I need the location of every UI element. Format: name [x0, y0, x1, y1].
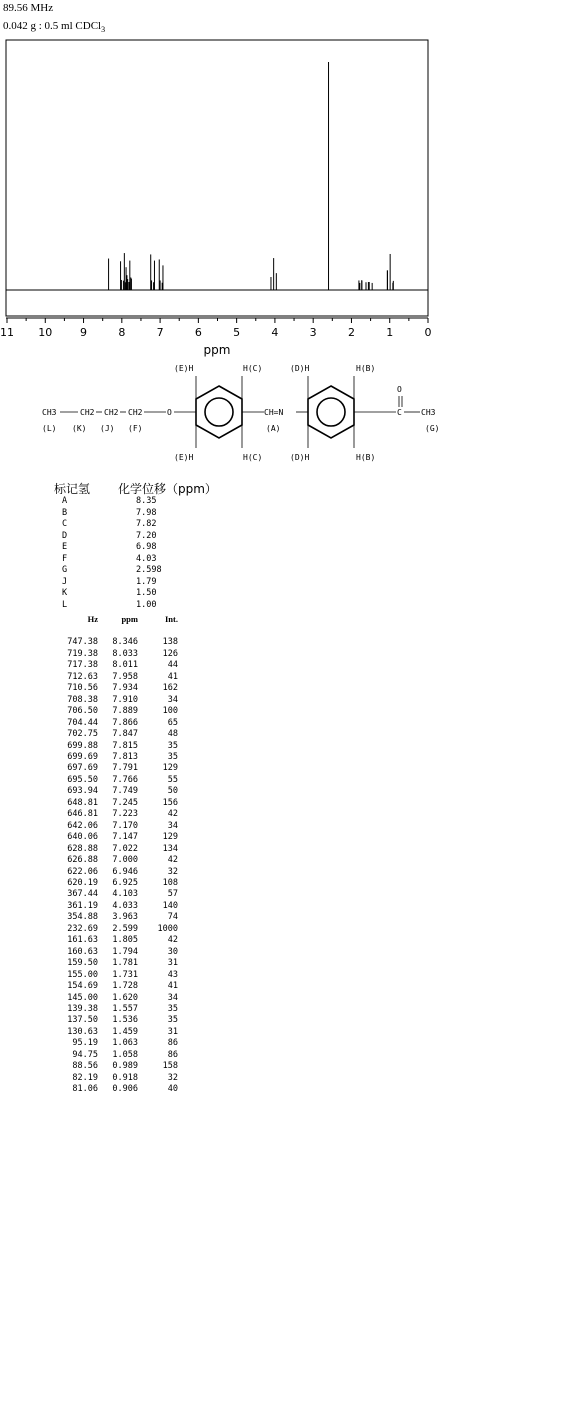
peak-ppm: 3.963	[112, 912, 138, 923]
peak-hz: 161.63	[67, 935, 98, 946]
peak-hz: 361.19	[67, 900, 98, 911]
peak-hz: 622.06	[67, 866, 98, 877]
assignment-shift: 8.35	[136, 496, 157, 506]
assignment-label: D	[62, 530, 68, 541]
peak-ppm: 6.925	[112, 877, 138, 888]
peak-int: 34	[167, 820, 178, 831]
label-b-top: H(B)	[356, 364, 376, 373]
benzene-ring-2	[308, 386, 354, 438]
peak-hz: 628.88	[67, 843, 98, 854]
assignment-row	[62, 542, 162, 554]
label-e-top: (E)H	[174, 364, 194, 373]
peak-hz: 88.56	[72, 1061, 98, 1072]
peak-int: 42	[167, 855, 178, 866]
peak-hz: 708.38	[67, 694, 98, 705]
peak-row	[58, 1061, 178, 1072]
benzene-ring-1	[196, 386, 242, 438]
peak-row	[58, 1027, 178, 1038]
peak-ppm: 2.599	[112, 923, 138, 934]
assignment-label: G	[62, 565, 68, 575]
peak-int: 35	[167, 740, 178, 751]
peak-ppm: 1.731	[112, 969, 138, 980]
peak-ppm: 1.805	[112, 935, 138, 946]
peak-hz: 130.63	[67, 1026, 98, 1037]
chain-group-k: CH2	[80, 408, 95, 417]
peak-ppm: 7.000	[112, 855, 138, 866]
peak-row	[58, 763, 178, 774]
peak-ppm: 1.781	[112, 958, 138, 969]
molecular-structure	[0, 356, 450, 468]
peak-row	[58, 993, 178, 1004]
x-tick-label: 6	[194, 326, 202, 339]
peak-row	[58, 821, 178, 832]
carbonyl-oxygen: O	[397, 385, 402, 394]
peak-hz: 159.50	[67, 958, 98, 969]
x-tick-label: 8	[118, 326, 126, 339]
peak-int: 41	[167, 671, 178, 682]
assignment-table	[62, 496, 162, 611]
peak-ppm: 7.934	[112, 683, 138, 694]
assignment-row	[62, 577, 162, 589]
col-header-hz: Hz	[87, 614, 98, 624]
peak-int: 30	[167, 946, 178, 957]
peak-row	[58, 695, 178, 706]
peak-ppm: 7.958	[112, 671, 138, 682]
label-b-bottom: H(B)	[356, 453, 376, 462]
col-header-ppm: ppm	[121, 614, 138, 624]
peak-int: 134	[162, 843, 178, 854]
peak-hz: 232.69	[67, 923, 98, 934]
peak-row	[58, 878, 178, 889]
assignment-shift: 2.598	[136, 565, 162, 575]
label-e-bottom: (E)H	[174, 453, 194, 462]
peak-hz: 642.06	[67, 820, 98, 831]
assignment-label: A	[62, 496, 68, 506]
peak-row	[58, 649, 178, 660]
peak-int: 41	[167, 981, 178, 992]
peak-ppm: 1.794	[112, 946, 138, 957]
peak-ppm: 1.063	[112, 1038, 138, 1049]
peak-row	[58, 935, 178, 946]
assignment-label: B	[62, 507, 68, 518]
peak-int: 35	[167, 1015, 178, 1026]
peak-int: 129	[162, 832, 178, 843]
peak-row	[58, 809, 178, 820]
peak-hz: 154.69	[67, 981, 98, 992]
peak-row	[58, 947, 178, 958]
peak-int: 55	[167, 774, 178, 785]
peak-int: 31	[167, 1026, 178, 1037]
x-tick-label: 9	[80, 326, 88, 339]
peak-ppm: 1.620	[112, 992, 138, 1003]
assignment-row	[62, 554, 162, 566]
peak-row	[58, 855, 178, 866]
peak-ppm: 6.946	[112, 866, 138, 877]
peak-int: 158	[162, 1061, 178, 1072]
peak-hz: 706.50	[67, 706, 98, 717]
peak-ppm: 7.791	[112, 763, 138, 774]
peak-hz: 646.81	[67, 809, 98, 820]
acetyl-methyl: CH3	[421, 408, 436, 417]
assignment-shift: 4.03	[136, 553, 157, 564]
peak-ppm: 1.536	[112, 1015, 138, 1026]
methyl-label: (G)	[425, 424, 440, 433]
peak-int: 65	[167, 717, 178, 728]
imine-label: (A)	[266, 424, 281, 433]
x-tick-label: 11	[0, 326, 14, 339]
peak-int: 34	[167, 992, 178, 1003]
peak-hz: 697.69	[67, 763, 98, 774]
peak-int: 42	[167, 935, 178, 946]
peak-ppm: 4.103	[112, 889, 138, 900]
peak-ppm: 1.058	[112, 1049, 138, 1060]
label-d-top: (D)H	[290, 364, 310, 373]
x-tick-label: 0	[424, 326, 432, 339]
x-tick-label: 5	[233, 326, 241, 339]
peak-int: 34	[167, 694, 178, 705]
peak-hz: 695.50	[67, 774, 98, 785]
ether-oxygen: O	[167, 408, 172, 417]
label-c-top: H(C)	[243, 364, 263, 373]
peak-hz: 620.19	[67, 877, 98, 888]
peak-row	[58, 867, 178, 878]
peak-int: 162	[162, 683, 178, 694]
assignment-row	[62, 588, 162, 600]
peak-hz: 640.06	[67, 832, 98, 843]
label-d-bottom: (D)H	[290, 453, 310, 462]
chain-group-f: CH2	[128, 408, 143, 417]
peak-row	[58, 889, 178, 900]
x-tick-label: 3	[309, 326, 317, 339]
peak-ppm: 7.813	[112, 751, 138, 762]
peak-hz: 155.00	[67, 969, 98, 980]
peak-ppm: 7.147	[112, 832, 138, 843]
peak-row	[58, 1073, 178, 1084]
peak-hz: 710.56	[67, 683, 98, 694]
assignment-shift: 7.20	[136, 530, 157, 541]
peak-ppm: 0.918	[112, 1072, 138, 1083]
chain-label-j: (J)	[100, 424, 115, 433]
assignment-shift: 1.00	[136, 599, 157, 610]
col-header-int: Int.	[165, 614, 178, 624]
peak-ppm: 4.033	[112, 900, 138, 911]
aromatic-circle-2	[317, 398, 345, 426]
peak-hz: 95.19	[72, 1038, 98, 1049]
peak-hz: 160.63	[67, 946, 98, 957]
assignment-label: E	[62, 542, 68, 552]
peak-int: 32	[167, 866, 178, 877]
chain-label-k: (K)	[72, 424, 87, 433]
peak-hz: 94.75	[72, 1049, 98, 1060]
peak-hz: 367.44	[67, 889, 98, 900]
peak-ppm: 7.847	[112, 729, 138, 740]
assignment-label: K	[62, 588, 68, 598]
peak-row	[58, 1004, 178, 1015]
peak-row	[58, 912, 178, 923]
label-c-bottom: H(C)	[243, 453, 263, 462]
peak-int: 48	[167, 729, 178, 740]
assignment-shift: 6.98	[136, 542, 157, 552]
peak-ppm: 7.910	[112, 694, 138, 705]
x-tick-label: 1	[386, 326, 394, 339]
peak-int: 57	[167, 889, 178, 900]
peak-hz: 139.38	[67, 1003, 98, 1014]
peak-ppm: 8.346	[112, 637, 138, 648]
peak-row	[58, 729, 178, 740]
peak-ppm: 7.815	[112, 740, 138, 751]
peak-int: 156	[162, 797, 178, 808]
assignment-row	[62, 531, 162, 543]
peak-row	[58, 1038, 178, 1049]
peak-row	[58, 1050, 178, 1061]
peak-ppm: 7.223	[112, 809, 138, 820]
x-tick-label: 10	[38, 326, 53, 339]
assignment-shift: 7.82	[136, 519, 157, 529]
peak-hz: 693.94	[67, 786, 98, 797]
peak-int: 74	[167, 912, 178, 923]
x-axis-label: ppm	[203, 343, 231, 357]
peak-row	[58, 844, 178, 855]
peak-hz: 648.81	[67, 797, 98, 808]
peak-ppm: 7.866	[112, 717, 138, 728]
peak-int: 43	[167, 969, 178, 980]
assignment-shift: 1.50	[136, 588, 157, 598]
peak-int: 138	[162, 637, 178, 648]
peak-row	[58, 798, 178, 809]
peak-int: 129	[162, 763, 178, 774]
peak-hz: 699.69	[67, 751, 98, 762]
assignment-label: L	[62, 599, 68, 610]
peak-ppm: 8.033	[112, 648, 138, 659]
peak-hz: 626.88	[67, 855, 98, 866]
peak-ppm: 7.245	[112, 797, 138, 808]
assignment-row	[62, 600, 162, 612]
peak-row	[58, 637, 178, 648]
peak-row	[58, 786, 178, 797]
spectrometer-frequency: 89.56 MHz	[3, 2, 54, 14]
peak-ppm: 0.906	[112, 1084, 138, 1095]
x-tick-label: 2	[347, 326, 355, 339]
peak-int: 35	[167, 751, 178, 762]
peak-hz: 354.88	[67, 912, 98, 923]
peak-row	[58, 706, 178, 717]
peak-int: 86	[167, 1038, 178, 1049]
assignment-label: J	[62, 576, 68, 587]
peak-row	[58, 775, 178, 786]
peak-ppm: 8.011	[112, 660, 138, 671]
imine-group: CH=N	[264, 408, 284, 417]
peak-int: 42	[167, 809, 178, 820]
peak-hz: 747.38	[67, 637, 98, 648]
peak-int: 44	[167, 660, 178, 671]
x-tick-label: 7	[156, 326, 164, 339]
peak-int: 1000	[157, 923, 178, 934]
chain-label-f: (F)	[128, 424, 143, 433]
assignment-label: F	[62, 553, 68, 564]
peak-int: 86	[167, 1049, 178, 1060]
sample-concentration: 0.042 g : 0.5 ml CDCl$_3$	[3, 20, 106, 35]
x-tick-label: 4	[271, 326, 279, 339]
peak-int: 31	[167, 958, 178, 969]
nmr-spectrum-chart	[0, 36, 440, 358]
peak-hz: 81.06	[72, 1084, 98, 1095]
peak-int: 32	[167, 1072, 178, 1083]
peak-ppm: 7.749	[112, 786, 138, 797]
assignment-label-header: 标记氢	[54, 482, 91, 496]
peak-int: 140	[162, 900, 178, 911]
peak-row	[58, 741, 178, 752]
peaks-layer	[6, 62, 428, 290]
chain-group-l: CH3	[42, 408, 57, 417]
peak-row	[58, 970, 178, 981]
peak-ppm: 0.989	[112, 1061, 138, 1072]
peak-row	[58, 901, 178, 912]
peak-int: 108	[162, 877, 178, 888]
peak-row	[58, 981, 178, 992]
assignment-shift-header: 化学位移（ppm）	[118, 482, 217, 496]
peak-ppm: 7.170	[112, 820, 138, 831]
assignment-shift: 1.79	[136, 576, 157, 587]
aromatic-circle-1	[205, 398, 233, 426]
plot-frame	[6, 40, 428, 316]
peak-int: 50	[167, 786, 178, 797]
peak-ppm: 1.459	[112, 1026, 138, 1037]
peak-ppm: 7.889	[112, 706, 138, 717]
peak-row	[58, 672, 178, 683]
peak-int: 40	[167, 1084, 178, 1095]
peak-ppm: 1.728	[112, 981, 138, 992]
peak-row	[58, 718, 178, 729]
peak-hz: 82.19	[72, 1072, 98, 1083]
peak-int: 35	[167, 1003, 178, 1014]
assignment-row	[62, 496, 162, 508]
peak-ppm: 7.022	[112, 843, 138, 854]
peak-hz: 717.38	[67, 660, 98, 671]
peak-int: 100	[162, 706, 178, 717]
peak-hz: 699.88	[67, 740, 98, 751]
peak-int: 126	[162, 648, 178, 659]
chain-group-j: CH2	[104, 408, 119, 417]
peak-row	[58, 958, 178, 969]
peak-row	[58, 660, 178, 671]
peak-list-table	[58, 614, 178, 1096]
assignment-shift: 7.98	[136, 507, 157, 518]
peak-ppm: 1.557	[112, 1003, 138, 1014]
peak-row	[58, 752, 178, 763]
peak-row	[58, 924, 178, 935]
peak-hz: 137.50	[67, 1015, 98, 1026]
peak-row	[58, 683, 178, 694]
peak-hz: 145.00	[67, 992, 98, 1003]
assignment-row	[62, 519, 162, 531]
peak-row	[58, 1084, 178, 1095]
peak-hz: 702.75	[67, 729, 98, 740]
peak-row	[58, 832, 178, 843]
chain-label-l: (L)	[42, 424, 57, 433]
assignment-label: C	[62, 519, 68, 529]
peak-ppm: 7.766	[112, 774, 138, 785]
peak-hz: 719.38	[67, 648, 98, 659]
peak-hz: 704.44	[67, 717, 98, 728]
peak-row	[58, 1015, 178, 1026]
peak-hz: 712.63	[67, 671, 98, 682]
x-axis-ticks	[0, 318, 432, 339]
carbonyl-carbon: C	[397, 408, 402, 417]
assignment-row	[62, 565, 162, 577]
assignment-row	[62, 508, 162, 520]
